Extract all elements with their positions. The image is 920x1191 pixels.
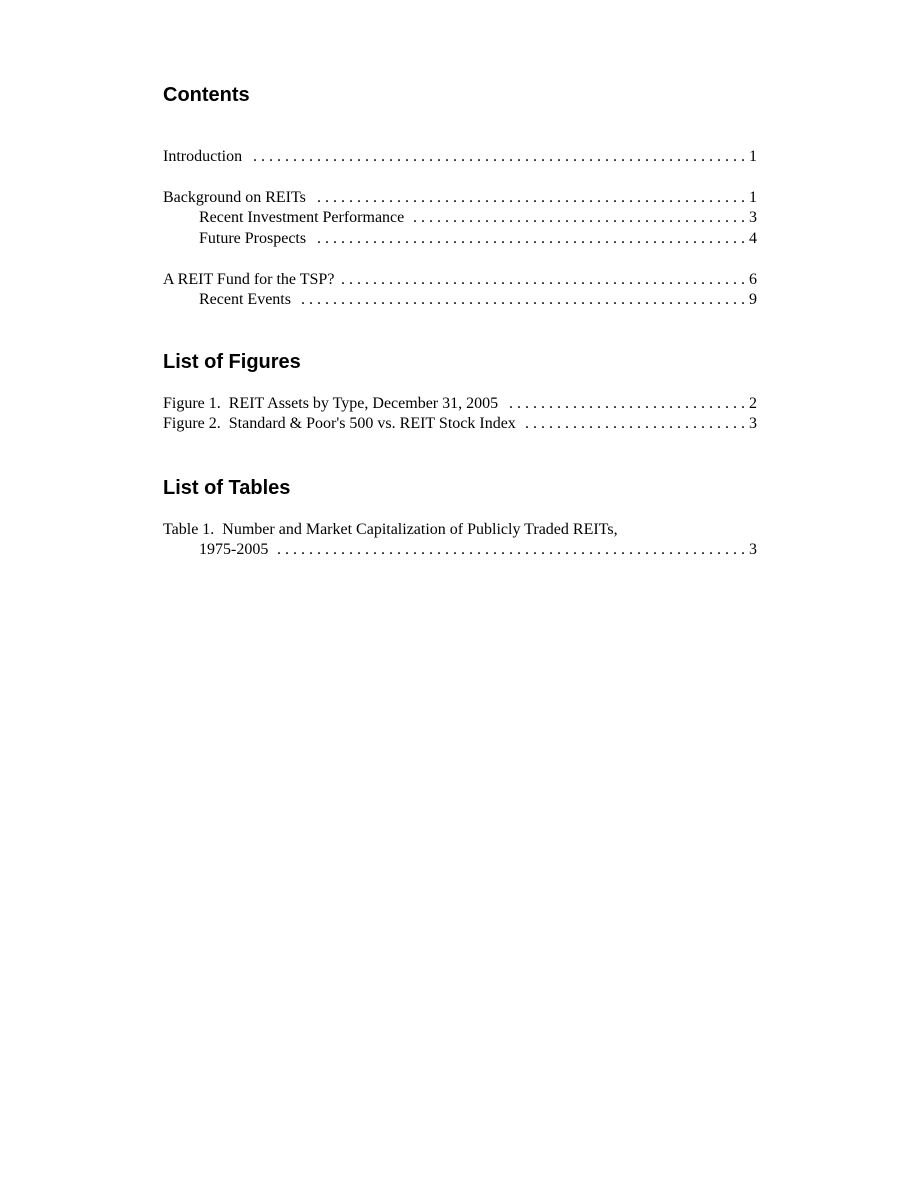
toc-entry-page: 9 bbox=[749, 291, 757, 308]
toc-entry-label: Background on REITs bbox=[163, 189, 306, 206]
table-entry-1-label-line1[interactable]: Table 1. Number and Market Capitalization of Publicly Traded REITs, bbox=[163, 521, 618, 538]
list-of-figures-heading: List of Figures bbox=[163, 351, 301, 373]
toc-entry-label: Recent Events bbox=[199, 291, 291, 308]
dot-leader bbox=[248, 147, 745, 167]
figure-entry-label: Figure 1. REIT Assets by Type, December 31, 2005 bbox=[163, 395, 499, 412]
toc-entry-background-on-reits[interactable] bbox=[163, 188, 757, 208]
toc-entry-page: 3 bbox=[749, 209, 757, 226]
dot-leader bbox=[522, 414, 745, 434]
figure-entry-2[interactable] bbox=[163, 414, 757, 434]
toc-entry-recent-investment-performance[interactable] bbox=[199, 208, 757, 228]
dot-leader bbox=[312, 188, 745, 208]
dot-leader bbox=[274, 540, 745, 560]
dot-leader bbox=[504, 394, 745, 414]
table-entry-label-line2: 1975-2005 bbox=[199, 541, 269, 558]
toc-entry-label: Future Prospects bbox=[199, 230, 307, 247]
list-of-tables-heading: List of Tables bbox=[163, 477, 291, 499]
table-entry-1[interactable] bbox=[199, 540, 757, 560]
toc-entry-label: Recent Investment Performance bbox=[199, 209, 405, 226]
toc-entry-page: 1 bbox=[749, 148, 757, 165]
dot-leader bbox=[297, 290, 745, 310]
toc-entry-page: 6 bbox=[749, 271, 757, 288]
contents-heading: Contents bbox=[163, 84, 250, 106]
figure-entry-1[interactable] bbox=[163, 394, 757, 414]
toc-entry-introduction[interactable] bbox=[163, 147, 757, 167]
figure-entry-page: 3 bbox=[749, 415, 757, 432]
toc-entry-label: Introduction bbox=[163, 148, 243, 165]
dot-leader bbox=[312, 229, 745, 249]
toc-entry-reit-fund-for-tsp[interactable] bbox=[163, 270, 757, 290]
figure-entry-label: Figure 2. Standard & Poor's 500 vs. REIT Stock Index bbox=[163, 415, 516, 432]
dot-leader bbox=[410, 208, 745, 228]
toc-entry-future-prospects[interactable] bbox=[199, 229, 757, 249]
toc-entry-page: 1 bbox=[749, 189, 757, 206]
toc-entry-page: 4 bbox=[749, 230, 757, 247]
table-entry-page: 3 bbox=[749, 541, 757, 558]
figure-entry-page: 2 bbox=[749, 395, 757, 412]
toc-entry-label: A REIT Fund for the TSP? bbox=[163, 271, 335, 288]
dot-leader bbox=[340, 270, 745, 290]
toc-entry-recent-events[interactable] bbox=[199, 290, 757, 310]
